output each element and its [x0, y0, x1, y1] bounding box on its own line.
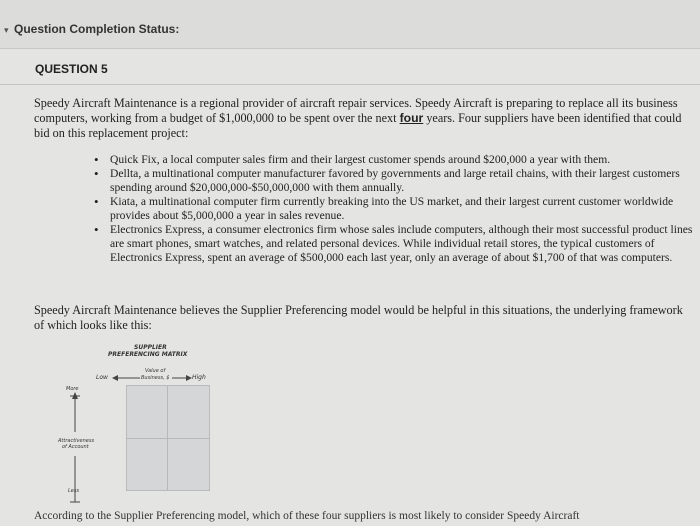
x-axis-high-label: High — [192, 374, 206, 381]
x-axis-label-line1: Value of — [145, 368, 166, 374]
question-divider — [0, 84, 700, 85]
y-axis-label-line1: Attractiveness — [58, 438, 95, 444]
list-item: • Quick Fix, a local computer sales firm and their largest customer spends around $200,000 a year with them. — [94, 153, 698, 167]
x-axis-arrows — [110, 372, 195, 384]
matrix-title-line2: PREFERENCING MATRIX — [108, 351, 188, 358]
y-axis-bottom-label: Less — [68, 488, 80, 494]
question-title: QUESTION 5 — [35, 62, 108, 76]
matrix-grid — [126, 385, 210, 491]
list-item: • Dellta, a multinational computer manufacturer favored by governments and large retail chains, with their largest customers spending around $20,000,000-$50,000,000 with them annually. — [94, 167, 698, 195]
x-axis-low-label: Low — [96, 374, 108, 381]
y-axis-label-line2: of Account — [62, 444, 89, 450]
completion-status-title: Question Completion Status: — [14, 22, 180, 36]
supplier-list — [94, 153, 698, 265]
question-intro: Speedy Aircraft Maintenance is a regional provider of aircraft repair services. Speedy Aircraft is preparing to replace all its business computers, working from a budget of $1,000,000 to be spent over the next four years. Four suppliers have been identified that could bid on this replacement project: — [34, 96, 682, 140]
caret-down-icon[interactable]: ▾ — [4, 25, 9, 35]
matrix-title-line1: SUPPLIER — [134, 344, 167, 351]
y-axis-arrows — [68, 390, 82, 510]
question-prompt-partial: According to the Supplier Preferencing model, which of these four suppliers is most likely to consider Speedy Aircraft — [34, 510, 580, 522]
grid-horizontal-divider — [127, 438, 209, 439]
emphasis-four: four — [399, 111, 424, 125]
list-item: • Kiata, a multinational computer firm currently breaking into the US market, and their largest current customer worldwide provides about $5,000,000 a year in sales revenue. — [94, 195, 698, 223]
list-item: • Electronics Express, a consumer electronics firm whose sales include computers, although their most successful product lines are smart phones, smart watches, and related personal devices. While individual retail stores, the typical customers of Electronics Express, spent an average of $500,000 each last year, only an average of about $1,700 of that was computers. — [94, 223, 698, 265]
y-axis-top-label: More — [66, 386, 79, 392]
question-status-bar — [0, 0, 700, 48]
x-axis-label-line2: Business, $ — [141, 375, 170, 381]
model-description: Speedy Aircraft Maintenance believes the Supplier Preferencing model would be helpful in this situations, the underlying framework of which looks like this: — [34, 303, 683, 332]
